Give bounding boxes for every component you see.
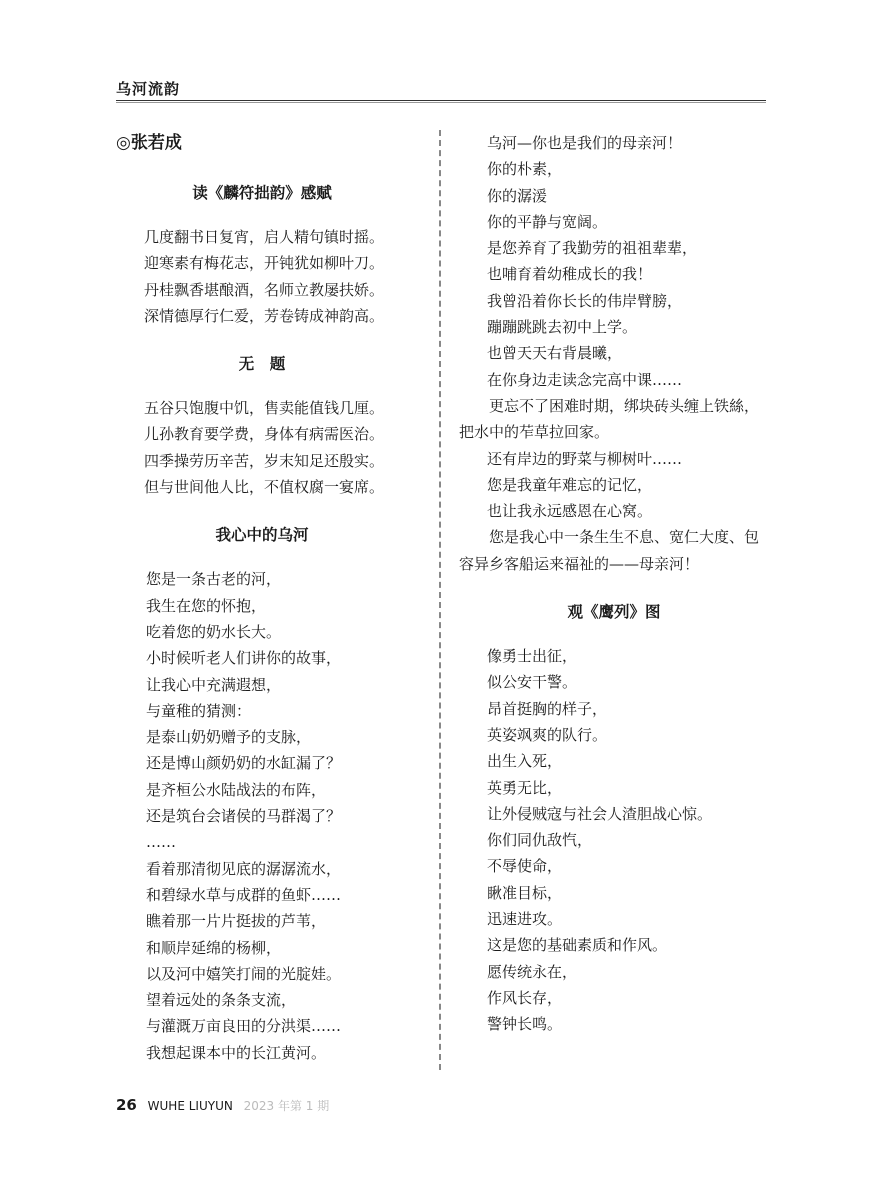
poem-body [459,643,769,1037]
poem-line: 四季操劳历辛苦，岁末知足还殷实。 [144,451,385,470]
column-divider [439,130,441,1070]
poem-line: 出生入死， [487,752,563,771]
poem-line: 我生在您的怀抱， [146,596,267,615]
poem-title: 我心中的乌河 [215,526,309,545]
poem-paragraph: 更忘不了困难时期，绑块砖头缠上铁絲，把水中的苲草拉回家。 [459,396,760,442]
poem-title: 观《鹰列》图 [567,603,661,622]
poem-line: 警钟长鸣。 [487,1015,563,1034]
poem-line: 我曾沿着你长长的伟岸臂膀， [487,291,683,310]
left-column [116,130,408,1066]
header-rule [116,100,766,103]
poem-line: 与童稚的猜测： [146,701,252,720]
poem-line: 你的平静与宽阔。 [487,212,608,231]
poem-line: 似公安干警。 [487,673,578,692]
poem-line: 还是筑台会诸侯的马群渴了？ [146,807,342,826]
poem-line: 在你身边走读念完高中课…… [487,370,683,389]
poem-line: 是泰山奶奶赠予的支脉， [146,728,312,747]
poem-line: 蹦蹦跳跳去初中上学。 [487,318,638,337]
poem-line: 几度翻书日复宵，启人精句镇时摇。 [144,228,385,246]
poem-line: 英姿飒爽的队行。 [487,725,608,744]
page-footer [116,1096,329,1114]
poem-title: 读《麟符拙韵》感赋 [192,184,332,202]
poem-body [116,395,408,500]
poem-line: 以及河中嬉笑打闹的光腚娃。 [146,964,342,983]
page-number: 26 [116,1096,137,1114]
poem-line: 还有岸边的野菜与柳树叶…… [487,449,683,468]
poem-line: 瞧着那一片片挺拔的芦苇， [146,912,327,931]
poem-line: 是齐桓公水陆战法的布阵， [146,780,327,799]
poem-line: 让我心中充满遐想， [146,675,282,694]
poem-line: 这是您的基础素质和作风。 [487,936,668,955]
poem-body-continued [459,130,769,577]
poem-line: 丹桂飘香堪酿酒，名师立教屡扶娇。 [144,280,385,299]
poem-line: 乌河—你也是我们的母亲河！ [487,134,683,152]
poem-line: 与灌溉万亩良田的分洪渠…… [146,1017,342,1036]
column-title: 乌河流韵 [116,80,181,98]
poem-line: 也哺育着幼稚成长的我！ [487,265,653,284]
right-column [459,130,769,1038]
poem-line: 吃着您的奶水长大。 [146,622,282,641]
magazine-name: WUHE LIUYUN [147,1099,233,1113]
poem-line: 也曾天天右背晨曦， [487,344,623,363]
poem-line: 小时候听老人们讲你的故事， [146,649,342,668]
poem-line: 像勇士出征， [487,647,578,666]
poem-line: 是您养育了我勤劳的祖祖辈辈， [487,239,698,258]
poem-body [116,224,408,329]
poem-line: 迎寒素有梅花志，开钝犹如柳叶刀。 [144,254,385,273]
poem-line: 愿传统永在， [487,962,578,981]
author-name: ◎张若成 [116,133,182,153]
poem-line: 五谷只饱腹中饥，售卖能值钱几厘。 [144,399,385,418]
poem-line: 英勇无比， [487,778,563,797]
poem-line: 望着远处的条条支流， [146,991,297,1010]
poem-line: 还是博山颜奶奶的水缸漏了？ [146,754,342,773]
poem-line: 和碧绿水草与成群的鱼虾…… [146,885,342,904]
poem-line: 不辱使命， [487,857,563,876]
poem-line: 你的潺湲 [487,186,548,205]
poem-line: 您是一条古老的河， [146,570,282,589]
poem-line: 你们同仇敌忾， [487,831,593,850]
poem-line: 您是我童年难忘的记忆， [487,475,653,494]
poem-line: 但与世间他人比，不值权腐一宴席。 [144,478,385,497]
issue-label: 2023 年第 1 期 [243,1099,330,1113]
poem-line: 昂首挺胸的样子， [487,699,608,718]
poem-line: 儿孙教育要学费，身体有病需医治。 [144,425,385,444]
poem-paragraph: 您是我心中一条生生不息、宽仁大度、包容异乡客船运来福祉的——母亲河！ [459,528,760,573]
poem-line: 迅速进攻。 [487,910,563,929]
poem-line: …… [146,833,176,852]
poem-line: 和顺岸延绵的杨柳， [146,938,282,957]
poem-line: 看着那清彻见底的潺潺流水， [146,859,342,878]
poem-body [116,566,408,1066]
poem-line: 让外侵贼寇与社会人渣胆战心惊。 [487,804,713,823]
poem-line: 深情德厚行仁爱，芳卷铸成神韵高。 [144,306,385,325]
poem-line: 瞅准目标， [487,883,563,902]
poem-line: 作风长存， [487,988,563,1007]
poem-line: 也让我永远感恩在心窝。 [487,502,653,521]
poem-line: 我想起课本中的长江黄河。 [146,1043,327,1062]
poem-title: 无 题 [238,355,286,374]
poem-line: 你的朴素， [487,160,563,179]
